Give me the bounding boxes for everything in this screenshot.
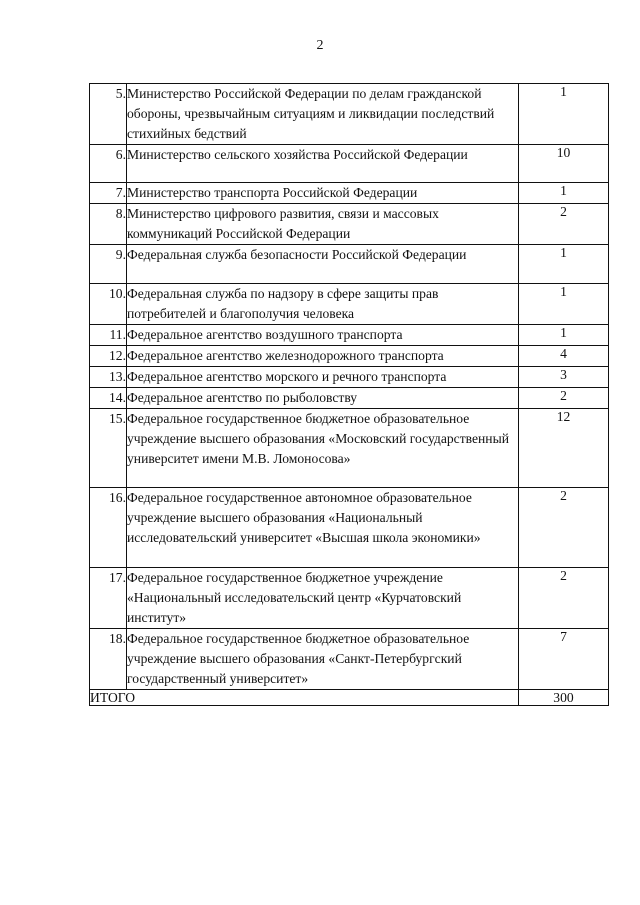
table-row	[90, 388, 609, 409]
table-row	[90, 84, 609, 145]
table-row	[90, 568, 609, 629]
organization-name: Министерство транспорта Российской Федерации	[127, 183, 519, 204]
row-number: 5.	[90, 84, 127, 145]
allocation-table	[89, 83, 609, 706]
table-row	[90, 346, 609, 367]
organization-name: Федеральное государственное бюджетное учреждение «Национальный исследовательский центр «Курчатовский институт»	[127, 568, 519, 629]
organization-name: Министерство цифрового развития, связи и массовых коммуникаций Российской Федерации	[127, 204, 519, 245]
row-count: 1	[519, 84, 609, 145]
row-count: 10	[519, 145, 609, 183]
row-count: 1	[519, 325, 609, 346]
row-number: 16.	[90, 488, 127, 568]
table-row	[90, 367, 609, 388]
row-count: 12	[519, 409, 609, 488]
organization-name: Министерство сельского хозяйства Российской Федерации	[127, 145, 519, 183]
row-count: 1	[519, 245, 609, 284]
organization-name: Федеральное агентство железнодорожного транспорта	[127, 346, 519, 367]
row-number: 12.	[90, 346, 127, 367]
organization-name: Федеральная служба безопасности Российской Федерации	[127, 245, 519, 284]
organization-name: Федеральное агентство по рыболовству	[127, 388, 519, 409]
table-row	[90, 325, 609, 346]
total-value: 300	[519, 690, 609, 706]
row-count: 1	[519, 183, 609, 204]
organization-name: Федеральное агентство морского и речного транспорта	[127, 367, 519, 388]
row-number: 9.	[90, 245, 127, 284]
organization-name: Федеральное агентство воздушного транспорта	[127, 325, 519, 346]
table-row	[90, 145, 609, 183]
table-row	[90, 204, 609, 245]
organization-name: Федеральная служба по надзору в сфере защиты прав потребителей и благополучия человека	[127, 284, 519, 325]
organization-name: Федеральное государственное бюджетное образовательное учреждение высшего образования «Санкт-Петербургский государственный университет»	[127, 629, 519, 690]
row-count: 2	[519, 488, 609, 568]
table-row	[90, 284, 609, 325]
organization-name: Федеральное государственное автономное образовательное учреждение высшего образования «Национальный исследовательский университет «Высшая школа экономики»	[127, 488, 519, 568]
row-count: 2	[519, 568, 609, 629]
row-count: 2	[519, 204, 609, 245]
table-row	[90, 183, 609, 204]
organization-name: Федеральное государственное бюджетное образовательное учреждение высшего образования «Московский государственный университет имени М.В. Ломоносова»	[127, 409, 519, 488]
row-number: 6.	[90, 145, 127, 183]
row-number: 13.	[90, 367, 127, 388]
row-count: 3	[519, 367, 609, 388]
row-number: 15.	[90, 409, 127, 488]
row-number: 18.	[90, 629, 127, 690]
total-row	[90, 690, 609, 706]
total-label: ИТОГО	[90, 690, 519, 706]
table-row	[90, 488, 609, 568]
row-count: 4	[519, 346, 609, 367]
table-row	[90, 409, 609, 488]
row-number: 14.	[90, 388, 127, 409]
row-count: 2	[519, 388, 609, 409]
table-row	[90, 629, 609, 690]
row-count: 1	[519, 284, 609, 325]
row-number: 17.	[90, 568, 127, 629]
row-count: 7	[519, 629, 609, 690]
row-number: 7.	[90, 183, 127, 204]
row-number: 11.	[90, 325, 127, 346]
row-number: 8.	[90, 204, 127, 245]
table-row	[90, 245, 609, 284]
row-number: 10.	[90, 284, 127, 325]
page-number: 2	[316, 38, 324, 53]
organization-name: Министерство Российской Федерации по делам гражданской обороны, чрезвычайным ситуациям и ликвидации последствий стихийных бедствий	[127, 84, 519, 145]
